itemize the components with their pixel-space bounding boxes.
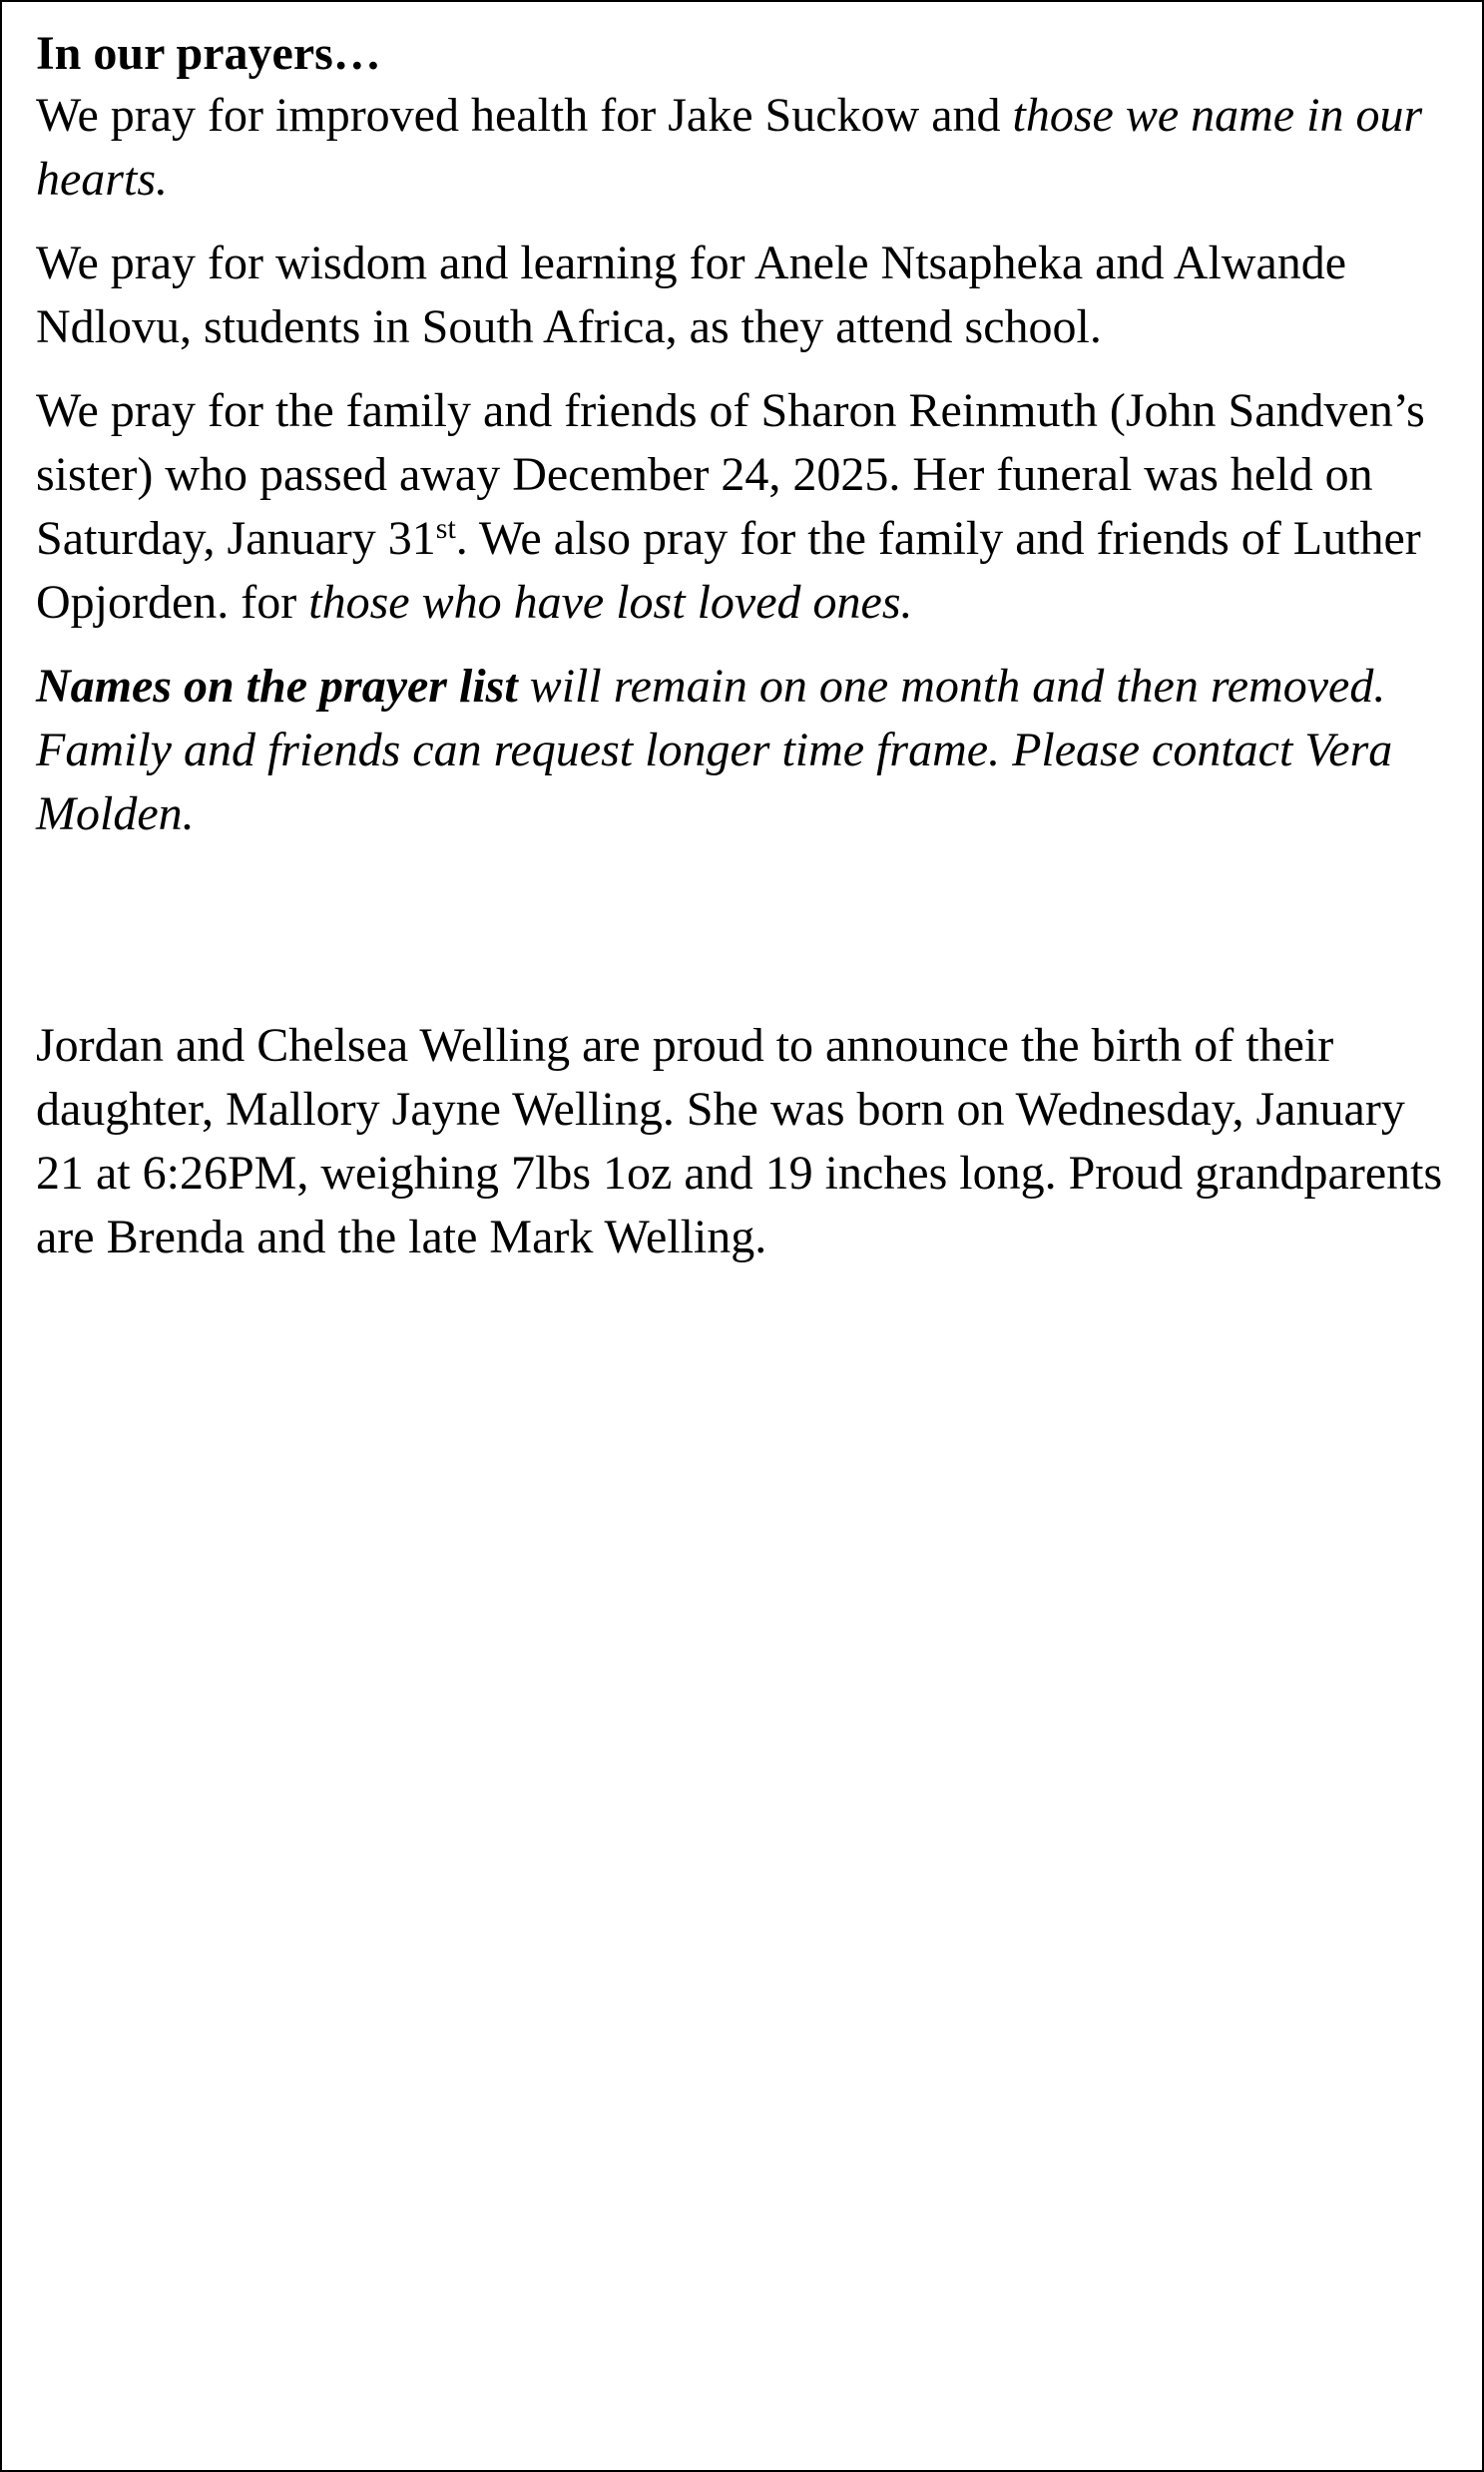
loss-prayer (36, 379, 1453, 635)
bulletin-content (36, 24, 1453, 1289)
health-prayer-text: We pray for improved health for Jake Suckow and (36, 89, 1013, 142)
prayers-heading: In our prayers… (36, 27, 381, 80)
health-prayer (36, 84, 1453, 212)
wisdom-prayer: We pray for wisdom and learning for Anele Ntsapheka and Alwande Ndlovu, students in South Africa, as they attend school. (36, 237, 1347, 353)
prayer-list-note-text: will remain on one month and then removed. Family and friends can request longer time frame. Please contact Vera Molden. (36, 660, 1393, 840)
loss-prayer-text-a: We pray for the family and friends of Sharon Reinmuth (John Sandven’s sister) who passed away December 24, 2025. Her funeral was held on Saturday, January 31 (36, 384, 1425, 565)
loss-prayer-text-b: . We also pray for the family and friends of Luther Opjorden. for (36, 512, 1421, 629)
prayer-list-note (36, 655, 1453, 846)
loss-prayer-ordinal: st (435, 512, 456, 545)
prayer-list-note-lead: Names on the prayer list (36, 660, 518, 713)
birth-announcement: Jordan and Chelsea Welling are proud to announce the birth of their daughter, Mallory Jayne Welling. She was born on Wednesday, January 21 at 6:26PM, weighing 7lbs 1oz and 19 inches long. Proud grandparents are Brenda and the late Mark Welling. (36, 1019, 1443, 1263)
section-spacer (36, 866, 1453, 1014)
health-prayer-italic: those we name in our hearts. (36, 89, 1423, 206)
loss-prayer-italic: those who have lost loved ones. (308, 576, 913, 629)
